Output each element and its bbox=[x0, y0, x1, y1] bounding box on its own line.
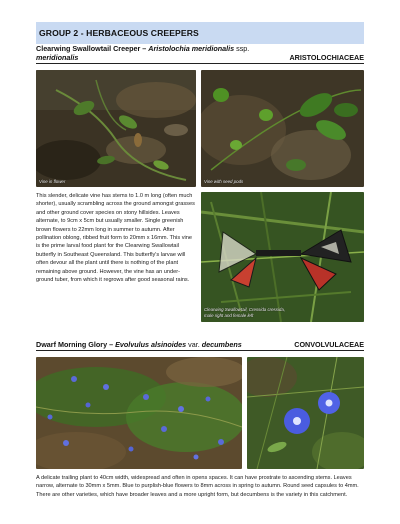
photo-vine-with-seed-pods-image bbox=[201, 70, 364, 187]
photo-dwarf-morning-glory-closeup-image bbox=[247, 357, 364, 469]
description-dwarf-morning-glory: A delicate trailing plant to 40cm width, widespread and often in opens spaces. It can have prostrate to ascending stems. Leaves narrow, alternate to 30mm x 5mm. Blue to purplish-blue flowers to 8mm across in spring to autumn. Round seed capsules to 4mm. There are other varieties, which have broader leaves and a more upright form, but decumbens is the variety in this catchment. bbox=[36, 475, 359, 498]
species-name bbox=[36, 340, 242, 349]
caption-line-1: Clearwing Swallowtail, Cressida cressida, bbox=[204, 307, 286, 312]
description-clearwing: This slender, delicate vine has stems to 1.0 m long (often much shorter), usually scrambling across the ground amongst grasses and other ground cover species on stony hillsides. Leaves alternate, to 9cm x 5cm but usually smaller. Single greenish brown flowers to 22mm long in summer to autumn. After pollination oblong, ribbed fruit form to 20mm x 16mm. This vine is the prime larval food plant for the Clearwing Swallowtail butterfly in Southeast Queensland. This butterfly's larvae will often devour all the plant until there is nothing of the plant remaining above ground. However, the vine has an under-ground tuber, from which it regrows after good seasonal rains. bbox=[36, 193, 195, 283]
photo-dwarf-morning-glory-patch-image bbox=[36, 357, 242, 469]
photo-vine-with-seed-pods bbox=[201, 70, 364, 187]
family-name: ARISTOLOCHIACEAE bbox=[289, 53, 364, 62]
photo-dwarf-morning-glory-closeup bbox=[247, 357, 364, 469]
caption-vine-with-seed-pods: Vine with seed pods bbox=[204, 178, 244, 184]
family-name: CONVOLVULACEAE bbox=[294, 340, 364, 349]
scientific-name: Evolvulus alsinoides bbox=[115, 340, 187, 349]
caption-clearwing-swallowtail bbox=[204, 307, 285, 318]
photo-clearwing-swallowtail-image bbox=[201, 192, 364, 322]
subsp-label: ssp. bbox=[234, 44, 250, 53]
caption-line-2: male right and female left bbox=[204, 312, 254, 318]
group-header-text: GROUP 2 - HERBACEOUS CREEPERS bbox=[39, 28, 199, 38]
section-title-clearwing bbox=[36, 44, 364, 64]
group-header bbox=[36, 22, 364, 44]
common-name: Dwarf Morning Glory – bbox=[36, 340, 116, 349]
var-name: decumbens bbox=[201, 340, 242, 349]
caption-vine-in-flower: Vine in flower bbox=[39, 178, 66, 184]
scientific-name: Aristolochia meridionalis bbox=[148, 44, 235, 53]
photo-vine-in-flower-image bbox=[36, 70, 196, 187]
photo-dwarf-morning-glory-patch bbox=[36, 357, 242, 469]
species-name bbox=[36, 44, 289, 62]
common-name: Clearwing Swallowtail Creeper – bbox=[36, 44, 149, 53]
section-title-dwarf-morning-glory bbox=[36, 339, 364, 351]
subsp-name: meridionalis bbox=[36, 53, 79, 62]
var-label: var. bbox=[186, 340, 202, 349]
photo-clearwing-swallowtail bbox=[201, 192, 364, 322]
photo-vine-in-flower bbox=[36, 70, 196, 187]
